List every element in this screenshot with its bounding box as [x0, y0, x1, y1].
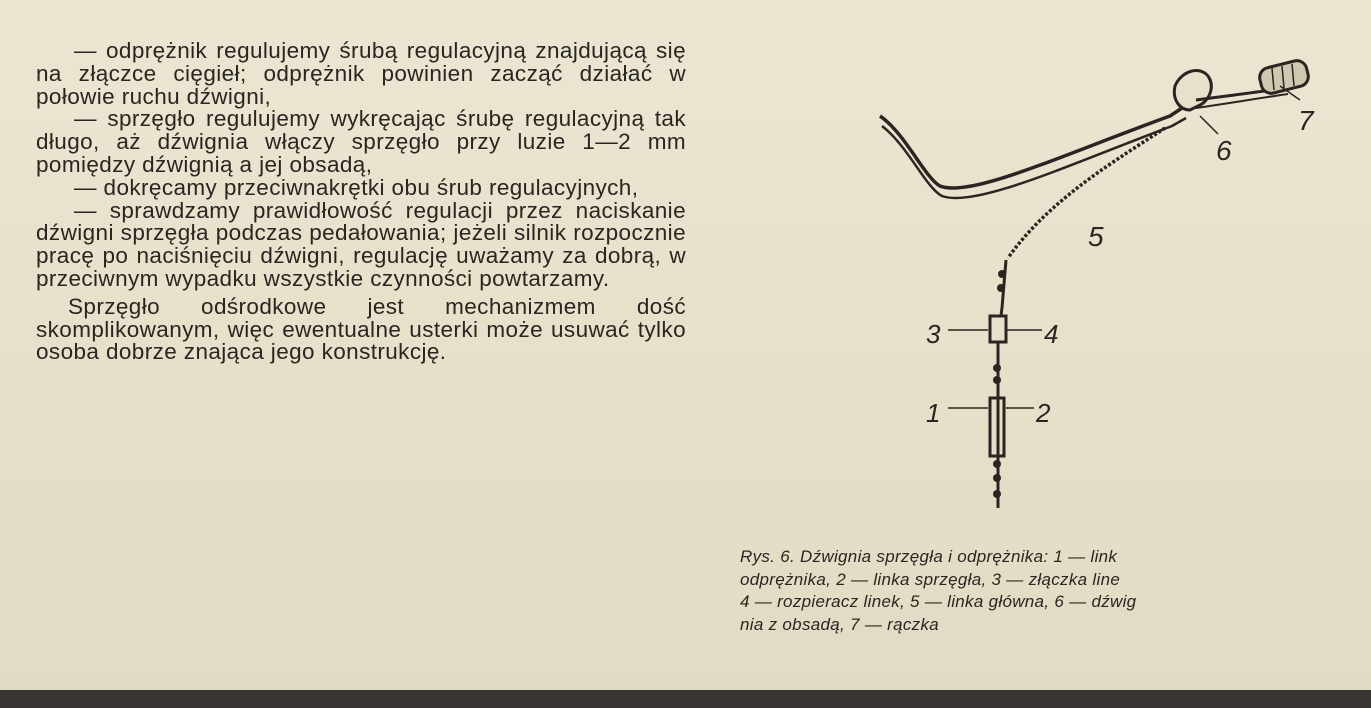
instruction-paragraph: — odprężnik regulujemy śrubą regulacyjną znajdującą się na złączce cięgieł; odprężnik powinien zacząć działać w połowie ruchu dźwigni,	[36, 38, 686, 109]
cable-bead	[993, 364, 1001, 372]
label-2: 2	[1036, 398, 1051, 428]
instruction-paragraph: — dokręcamy przeciwnakrętki obu śrub regulacyjnych,	[74, 174, 639, 200]
instruction-text-column	[36, 40, 686, 364]
label-4: 4	[1044, 319, 1059, 349]
caption-line: nia z obsadą, 7 — rączka	[740, 614, 940, 634]
handlebar-outline	[880, 108, 1182, 188]
handlebar-outline-inner	[882, 118, 1186, 198]
label-7: 7	[1298, 105, 1314, 136]
caption-line: 4 — rozpieracz linek, 5 — linka główna, 6 — dźwig	[740, 592, 1137, 611]
label-1: 1	[926, 398, 941, 428]
caption-line: odprężnika, 2 — linka sprzęgła, 3 — złączka line	[740, 569, 1121, 589]
lever-mount	[1174, 71, 1211, 110]
cable-bead	[993, 376, 1001, 384]
cable-bead	[993, 460, 1001, 468]
instruction-paragraph: — sprawdzamy prawidłowość regulacji przez naciskanie dźwigni sprzęgła podczas pedałowania; jeżeli silnik rozpocznie pracę po naciśnięciu dźwigni, regulację uważamy za dobrą, w przeciwnym wypadku wszystkie czynności powtarzamy.	[36, 197, 686, 291]
cable-assembly	[998, 260, 1006, 508]
clutch-lever-figure	[830, 38, 1350, 528]
instruction-paragraph: — sprzęgło regulujemy wykręcając śrubę regulacyjną tak długo, aż dźwignia włączy sprzęgło przy luzie 1—2 mm pomiędzy dźwignią a jej obsadą,	[36, 106, 686, 177]
figure-caption	[740, 546, 1371, 636]
leader-line	[1200, 116, 1218, 134]
cable-bead	[997, 284, 1005, 292]
cable-connector	[990, 316, 1006, 342]
label-3: 3	[926, 319, 941, 349]
grip	[1258, 59, 1311, 96]
cable-bead	[998, 270, 1006, 278]
label-5: 5	[1088, 221, 1104, 252]
page-bottom-edge	[0, 690, 1371, 708]
cable-bead	[993, 474, 1001, 482]
label-6: 6	[1216, 135, 1232, 166]
cable-bead	[993, 490, 1001, 498]
caption-line: Rys. 6. Dźwignia sprzęgła i odprężnika: 1 — link	[740, 547, 1118, 566]
closing-paragraph: Sprzęgło odśrodkowe jest mechanizmem dość skomplikowanym, więc ewentualne usterki może usuwać tylko osoba dobrze znająca jego konstrukcję.	[36, 293, 686, 365]
clutch-lever-drawing	[830, 38, 1350, 528]
